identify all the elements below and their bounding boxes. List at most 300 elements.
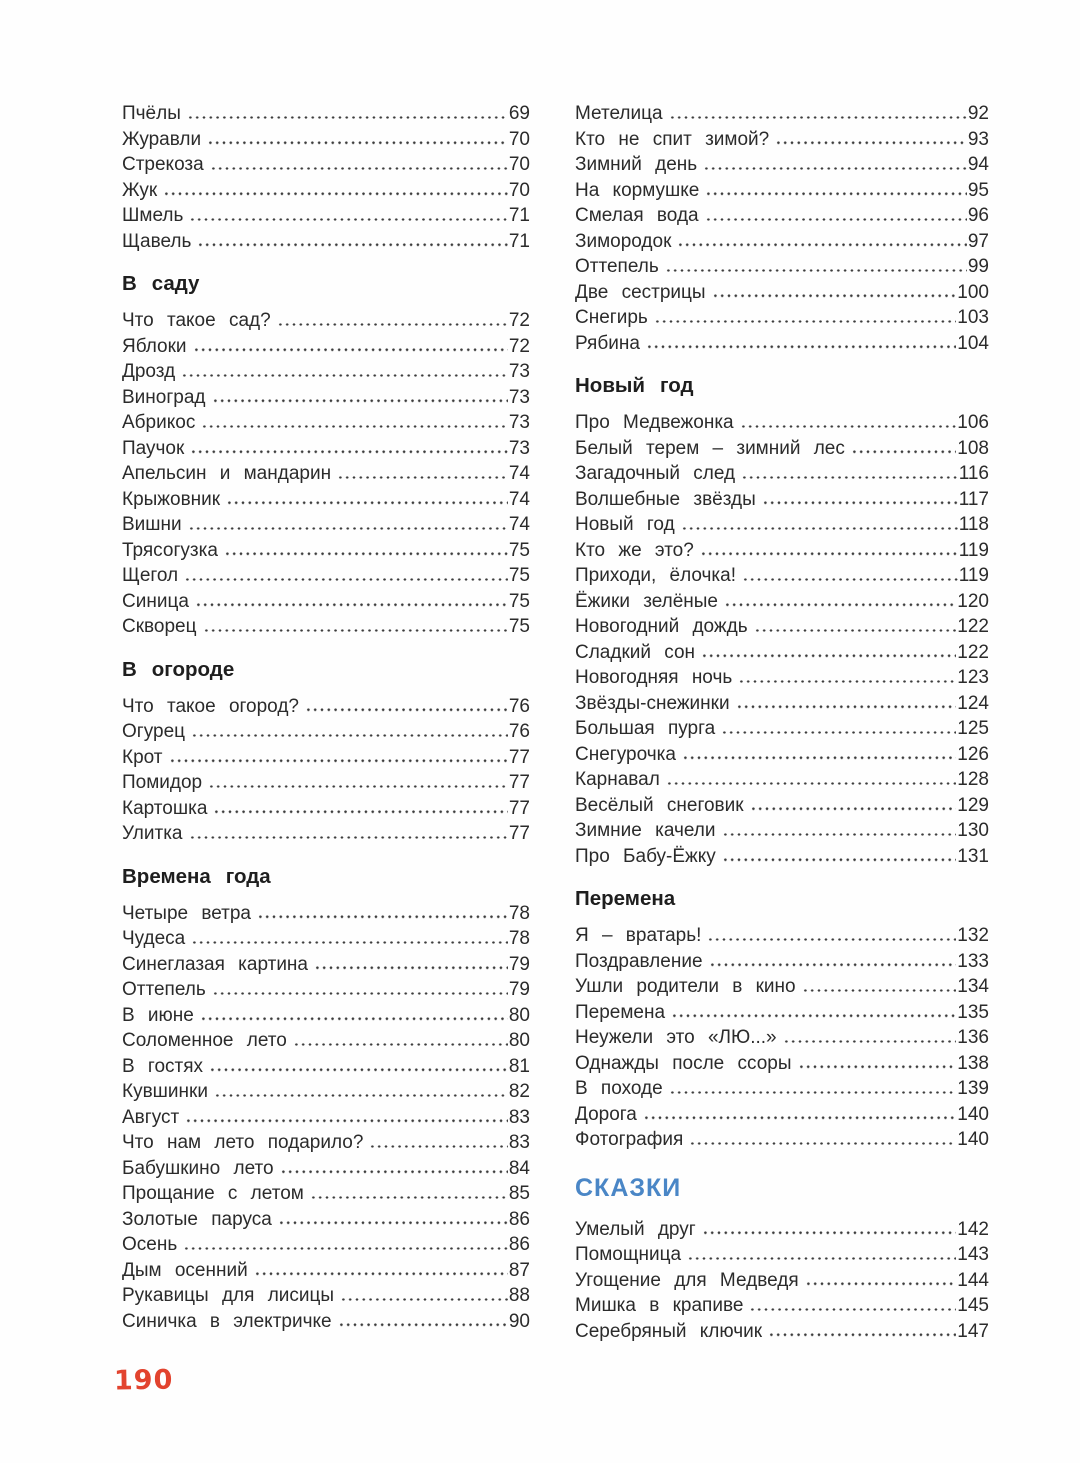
dot-leader — [369, 1145, 507, 1148]
section-heading: В саду — [122, 272, 200, 295]
dot-leader — [278, 1221, 508, 1224]
entry-page-number: 77 — [508, 772, 530, 793]
toc-entry — [122, 512, 530, 538]
entry-title: Кувшинки — [122, 1081, 208, 1102]
section-heading: Новый год — [575, 374, 694, 397]
entry-page-number: 75 — [508, 565, 530, 586]
dot-leader — [783, 1040, 957, 1043]
toc-entry — [575, 818, 989, 844]
toc-entry — [575, 1217, 989, 1243]
entry-page-number: 147 — [957, 1320, 989, 1342]
dot-leader — [293, 1043, 508, 1046]
entry-title: Про Бабу-Ёжку — [575, 845, 716, 867]
toc-entry — [575, 665, 989, 691]
entry-page-number: 142 — [957, 1218, 989, 1240]
section-heading: В огороде — [122, 657, 235, 681]
dot-leader — [722, 833, 957, 836]
entry-page-number: 143 — [957, 1244, 989, 1265]
section-heading: Времена года — [122, 864, 271, 888]
toc-entry — [122, 1309, 530, 1335]
toc-entry — [575, 563, 989, 589]
dot-leader — [203, 629, 508, 632]
entry-title: Крыжовник — [122, 488, 221, 510]
dot-leader — [280, 1170, 508, 1173]
toc-entry — [575, 923, 989, 949]
toc-entry — [575, 1076, 989, 1102]
entry-page-number: 83 — [508, 1132, 530, 1153]
toc-entry — [575, 1102, 989, 1128]
toc-entry — [575, 1051, 989, 1077]
entry-title: Август — [122, 1106, 180, 1128]
dot-leader — [851, 450, 956, 453]
entry-page-number: 124 — [957, 692, 989, 714]
toc-entry — [575, 1268, 989, 1294]
toc-entry — [575, 767, 989, 793]
toc-entry — [122, 436, 530, 462]
entry-page-number: 76 — [508, 721, 530, 742]
dot-leader — [197, 243, 507, 246]
entry-page-number: 77 — [508, 823, 530, 844]
toc-entry — [122, 926, 530, 952]
toc-entry — [575, 949, 989, 975]
entry-title: Кто не спит зимой? — [575, 128, 770, 150]
dot-leader — [768, 1333, 956, 1336]
entry-title: Оттепель — [122, 979, 206, 1000]
dot-leader — [338, 1323, 508, 1326]
toc-entry — [575, 538, 989, 564]
entry-page-number: 81 — [508, 1055, 530, 1077]
entry-title: Огурец — [122, 721, 186, 742]
dot-leader — [666, 782, 957, 785]
entry-page-number: 135 — [957, 1001, 989, 1023]
dot-leader — [669, 116, 967, 119]
toc-entry — [575, 691, 989, 717]
toc-entry — [122, 1105, 530, 1131]
entry-page-number: 140 — [957, 1103, 989, 1125]
entry-page-number: 93 — [967, 128, 989, 150]
dot-leader — [212, 399, 508, 402]
entry-page-number: 82 — [508, 1081, 530, 1102]
toc-entry — [122, 1156, 530, 1182]
toc-entry — [575, 178, 989, 204]
entry-page-number: 87 — [508, 1259, 530, 1281]
dot-leader — [183, 1247, 508, 1250]
entry-title: Умелый друг — [575, 1218, 696, 1240]
entry-page-number: 70 — [508, 128, 530, 150]
toc-entry — [122, 538, 530, 564]
dot-leader — [212, 992, 508, 995]
dot-leader — [736, 705, 957, 708]
entry-page-number: 86 — [508, 1208, 530, 1230]
dot-leader — [187, 116, 508, 119]
entry-title: Про Медвежонка — [575, 412, 734, 433]
dot-leader — [189, 836, 508, 839]
toc-entry — [575, 1127, 989, 1153]
toc-entry — [122, 901, 530, 927]
entry-page-number: 75 — [508, 590, 530, 612]
toc-entry — [122, 308, 530, 334]
toc-entry — [122, 694, 530, 720]
entry-page-number: 71 — [508, 230, 530, 252]
toc-entry — [122, 1181, 530, 1207]
entry-page-number: 139 — [957, 1078, 989, 1099]
dot-leader — [188, 527, 508, 530]
dot-leader — [646, 345, 956, 348]
dot-leader — [722, 858, 957, 861]
entry-page-number: 132 — [957, 925, 989, 946]
entry-title: Новогодняя ночь — [575, 667, 733, 688]
entry-page-number: 106 — [957, 412, 989, 433]
dot-leader — [310, 1196, 508, 1199]
entry-page-number: 73 — [508, 361, 530, 382]
entry-title: В июне — [122, 1004, 194, 1026]
entry-page-number: 129 — [957, 794, 989, 816]
toc-entry — [122, 385, 530, 411]
toc-entry — [122, 334, 530, 360]
entry-title: Зимородок — [575, 230, 672, 252]
toc-entry — [575, 844, 989, 870]
entry-title: Приходи, ёлочка! — [575, 565, 737, 586]
entry-page-number: 104 — [957, 332, 989, 354]
entry-title: Я – вратарь! — [575, 925, 702, 946]
toc-entry — [575, 410, 989, 436]
entry-title: Помидор — [122, 772, 203, 793]
toc-entry — [122, 1130, 530, 1156]
entry-title: Крот — [122, 746, 163, 768]
entry-title: Поздравление — [575, 950, 703, 972]
entry-page-number: 96 — [967, 205, 989, 226]
entry-page-number: 71 — [508, 205, 530, 226]
dot-leader — [257, 915, 508, 918]
dot-leader — [209, 1068, 508, 1071]
dot-leader — [740, 425, 957, 428]
entry-title: Бабушкино лето — [122, 1157, 274, 1179]
toc-entry — [575, 1025, 989, 1051]
entry-title: Вишни — [122, 514, 182, 535]
entry-title: Метелица — [575, 103, 663, 124]
entry-page-number: 84 — [508, 1157, 530, 1179]
entry-page-number: 125 — [957, 718, 989, 739]
toc-entry — [575, 229, 989, 255]
dot-leader — [208, 785, 508, 788]
dot-leader — [277, 323, 508, 326]
entry-page-number: 80 — [508, 1030, 530, 1051]
toc-entry — [575, 127, 989, 153]
dot-leader — [181, 374, 508, 377]
entry-title: Прощание с летом — [122, 1183, 304, 1204]
entry-title: Карнавал — [575, 769, 660, 790]
entry-title: Помощница — [575, 1244, 682, 1265]
toc-entry — [122, 563, 530, 589]
toc-entry — [122, 770, 530, 796]
dot-leader — [643, 1116, 956, 1119]
entry-title: Снегурочка — [575, 743, 676, 765]
toc-entry — [575, 203, 989, 229]
entry-title: Неужели это «ЛЮ...» — [575, 1027, 777, 1048]
section-heading: Перемена — [575, 887, 676, 910]
toc-entry — [575, 152, 989, 178]
entry-page-number: 120 — [957, 590, 989, 612]
entry-title: Весёлый снеговик — [575, 794, 744, 816]
dot-leader — [190, 450, 508, 453]
entry-page-number: 126 — [957, 743, 989, 765]
toc-entry — [575, 512, 989, 538]
entry-page-number: 77 — [508, 746, 530, 768]
toc-entry — [122, 1003, 530, 1029]
entry-title: В гостях — [122, 1055, 204, 1077]
dot-leader — [213, 810, 507, 813]
dot-leader — [163, 192, 508, 195]
dot-leader — [749, 1308, 956, 1311]
dot-leader — [193, 348, 508, 351]
dot-leader — [654, 320, 957, 323]
entry-page-number: 145 — [957, 1295, 989, 1316]
entry-title: Смелая вода — [575, 205, 699, 226]
dot-leader — [707, 938, 956, 941]
entry-title: Рябина — [575, 332, 640, 354]
toc-entry — [122, 152, 530, 178]
dot-leader — [701, 654, 956, 657]
dot-leader — [337, 476, 508, 479]
entry-title: Яблоки — [122, 335, 187, 357]
entry-page-number: 138 — [957, 1052, 989, 1074]
dot-leader — [191, 734, 508, 737]
entry-page-number: 123 — [957, 667, 989, 688]
toc-entry — [122, 410, 530, 436]
toc-entry — [122, 1283, 530, 1309]
dot-leader — [687, 1257, 956, 1260]
dot-leader — [689, 1142, 956, 1145]
dot-leader — [750, 807, 957, 810]
toc-entry — [122, 229, 530, 255]
dot-leader — [703, 167, 967, 170]
entry-title: Что нам лето подарило? — [122, 1132, 364, 1153]
dot-leader — [201, 425, 508, 428]
toc-entry — [575, 742, 989, 768]
toc-entry — [122, 127, 530, 153]
entry-page-number: 140 — [957, 1129, 989, 1150]
toc-entry — [575, 101, 989, 127]
dot-leader — [712, 294, 957, 297]
dot-leader — [669, 1091, 957, 1094]
entry-page-number: 119 — [958, 539, 989, 561]
entry-page-number: 74 — [508, 514, 530, 535]
entry-page-number: 122 — [957, 616, 989, 637]
toc-entry — [575, 1293, 989, 1319]
entry-page-number: 103 — [957, 307, 989, 328]
entry-title: Звёзды-снежинки — [575, 692, 730, 714]
entry-title: Улитка — [122, 823, 183, 844]
dot-leader — [738, 680, 956, 683]
dot-leader — [191, 941, 508, 944]
entry-page-number: 79 — [508, 953, 530, 975]
dot-leader — [762, 501, 958, 504]
entry-page-number: 119 — [958, 565, 989, 586]
entry-page-number: 78 — [508, 928, 530, 949]
dot-leader — [682, 756, 956, 759]
entry-title: Белый терем – зимний лес — [575, 437, 845, 459]
entry-title: Что такое сад? — [122, 310, 271, 331]
entry-page-number: 73 — [508, 412, 530, 433]
entry-title: Кто же это? — [575, 539, 694, 561]
entry-page-number: 79 — [508, 979, 530, 1000]
entry-title: Жук — [122, 179, 158, 201]
dot-leader — [210, 167, 508, 170]
toc-entry — [122, 461, 530, 487]
entry-page-number: 134 — [957, 976, 989, 997]
entry-page-number: 74 — [508, 488, 530, 510]
entry-title: Мишка в крапиве — [575, 1295, 744, 1316]
dot-leader — [254, 1272, 508, 1275]
entry-title: Осень — [122, 1234, 178, 1255]
entry-title: Дым осенний — [122, 1259, 248, 1281]
entry-page-number: 72 — [508, 335, 530, 357]
dot-leader — [207, 141, 508, 144]
dot-leader — [775, 141, 967, 144]
entry-page-number: 116 — [958, 463, 989, 484]
entry-title: Снегирь — [575, 307, 648, 328]
entry-page-number: 108 — [957, 437, 989, 459]
entry-page-number: 99 — [967, 256, 989, 277]
entry-page-number: 133 — [957, 950, 989, 972]
entry-title: Новогодний дождь — [575, 616, 748, 637]
entry-title: Синеглазая картина — [122, 953, 308, 975]
toc-entry — [122, 101, 530, 127]
entry-page-number: 130 — [957, 820, 989, 841]
entry-page-number: 73 — [508, 386, 530, 408]
toc-entry — [575, 716, 989, 742]
toc-entry — [122, 1207, 530, 1233]
toc-entry — [122, 614, 530, 640]
toc-column-left — [122, 101, 530, 1344]
entry-title: Рукавицы для лисицы — [122, 1285, 335, 1306]
toc-entry — [122, 589, 530, 615]
toc-entry — [575, 614, 989, 640]
dot-leader — [226, 501, 508, 504]
entry-page-number: 86 — [508, 1234, 530, 1255]
entry-title: Волшебные звёзды — [575, 488, 756, 510]
toc-entry — [122, 796, 530, 822]
entry-title: Виноград — [122, 386, 206, 408]
toc-entry — [122, 745, 530, 771]
entry-title: Что такое огород? — [122, 695, 299, 717]
entry-title: Скворец — [122, 616, 197, 637]
dot-leader — [721, 731, 956, 734]
toc-entry — [575, 589, 989, 615]
entry-title: Журавли — [122, 128, 202, 150]
entry-title: Золотые паруса — [122, 1208, 272, 1230]
entry-page-number: 70 — [508, 154, 530, 175]
entry-title: Перемена — [575, 1001, 666, 1023]
dot-leader — [184, 578, 508, 581]
entry-page-number: 97 — [967, 230, 989, 252]
toc-entry — [575, 640, 989, 666]
dot-leader — [705, 218, 967, 221]
dot-leader — [305, 708, 508, 711]
dot-leader — [700, 552, 958, 555]
section-heading: СКАЗКИ — [575, 1173, 682, 1202]
entry-page-number: 78 — [508, 902, 530, 924]
dot-leader — [169, 759, 508, 762]
entry-title: Пчёлы — [122, 103, 181, 124]
toc-entry — [575, 331, 989, 357]
toc-entry — [575, 793, 989, 819]
dot-leader — [681, 527, 958, 530]
entry-title: Паучок — [122, 437, 185, 459]
entry-title: Новый год — [575, 514, 675, 535]
entry-page-number: 95 — [967, 179, 989, 201]
entry-page-number: 136 — [957, 1027, 989, 1048]
entry-title: Картошка — [122, 797, 208, 819]
entry-title: Большая пурга — [575, 718, 716, 739]
dot-leader — [709, 963, 957, 966]
dot-leader — [185, 1119, 508, 1122]
toc-entry — [122, 1079, 530, 1105]
toc-entry — [122, 1028, 530, 1054]
toc-entry — [575, 280, 989, 306]
dot-leader — [802, 989, 957, 992]
toc-entry — [122, 487, 530, 513]
entry-title: Фотография — [575, 1129, 684, 1150]
toc-entry — [122, 359, 530, 385]
entry-page-number: 128 — [957, 769, 989, 790]
entry-title: Оттепель — [575, 256, 659, 277]
entry-title: Серебряный ключик — [575, 1320, 763, 1342]
entry-page-number: 122 — [957, 641, 989, 663]
dot-leader — [742, 578, 958, 581]
entry-page-number: 70 — [508, 179, 530, 201]
entry-title: Стрекоза — [122, 154, 204, 175]
toc-column-right — [575, 101, 989, 1344]
dot-leader — [340, 1298, 508, 1301]
entry-page-number: 94 — [967, 154, 989, 175]
toc-entry — [122, 1054, 530, 1080]
toc-entry — [122, 952, 530, 978]
table-of-contents — [122, 101, 989, 1344]
entry-page-number: 92 — [967, 103, 989, 124]
toc-entry — [122, 977, 530, 1003]
entry-title: Дорога — [575, 1103, 637, 1125]
entry-title: Чудеса — [122, 928, 186, 949]
entry-title: Ушли родители в кино — [575, 976, 796, 997]
entry-title: Шмель — [122, 205, 184, 226]
entry-page-number: 90 — [508, 1310, 530, 1332]
entry-title: Щавель — [122, 230, 192, 252]
toc-entry — [575, 1000, 989, 1026]
entry-title: Однажды после ссоры — [575, 1052, 792, 1074]
entry-page-number: 77 — [508, 797, 530, 819]
dot-leader — [741, 476, 958, 479]
entry-page-number: 73 — [508, 437, 530, 459]
entry-title: Загадочный след — [575, 463, 736, 484]
toc-entry — [575, 254, 989, 280]
entry-title: В походе — [575, 1078, 663, 1099]
entry-page-number: 118 — [958, 514, 989, 535]
entry-title: Синица — [122, 590, 189, 612]
entry-page-number: 75 — [508, 616, 530, 637]
entry-page-number: 144 — [957, 1269, 989, 1291]
entry-title: Абрикос — [122, 412, 196, 433]
toc-entry — [575, 487, 989, 513]
entry-page-number: 85 — [508, 1183, 530, 1204]
entry-title: На кормушке — [575, 179, 700, 201]
dot-leader — [805, 1282, 957, 1285]
toc-entry — [575, 305, 989, 331]
toc-entry — [575, 461, 989, 487]
entry-title: Синичка в электричке — [122, 1310, 332, 1332]
entry-title: Трясогузка — [122, 539, 218, 561]
toc-entry — [575, 436, 989, 462]
